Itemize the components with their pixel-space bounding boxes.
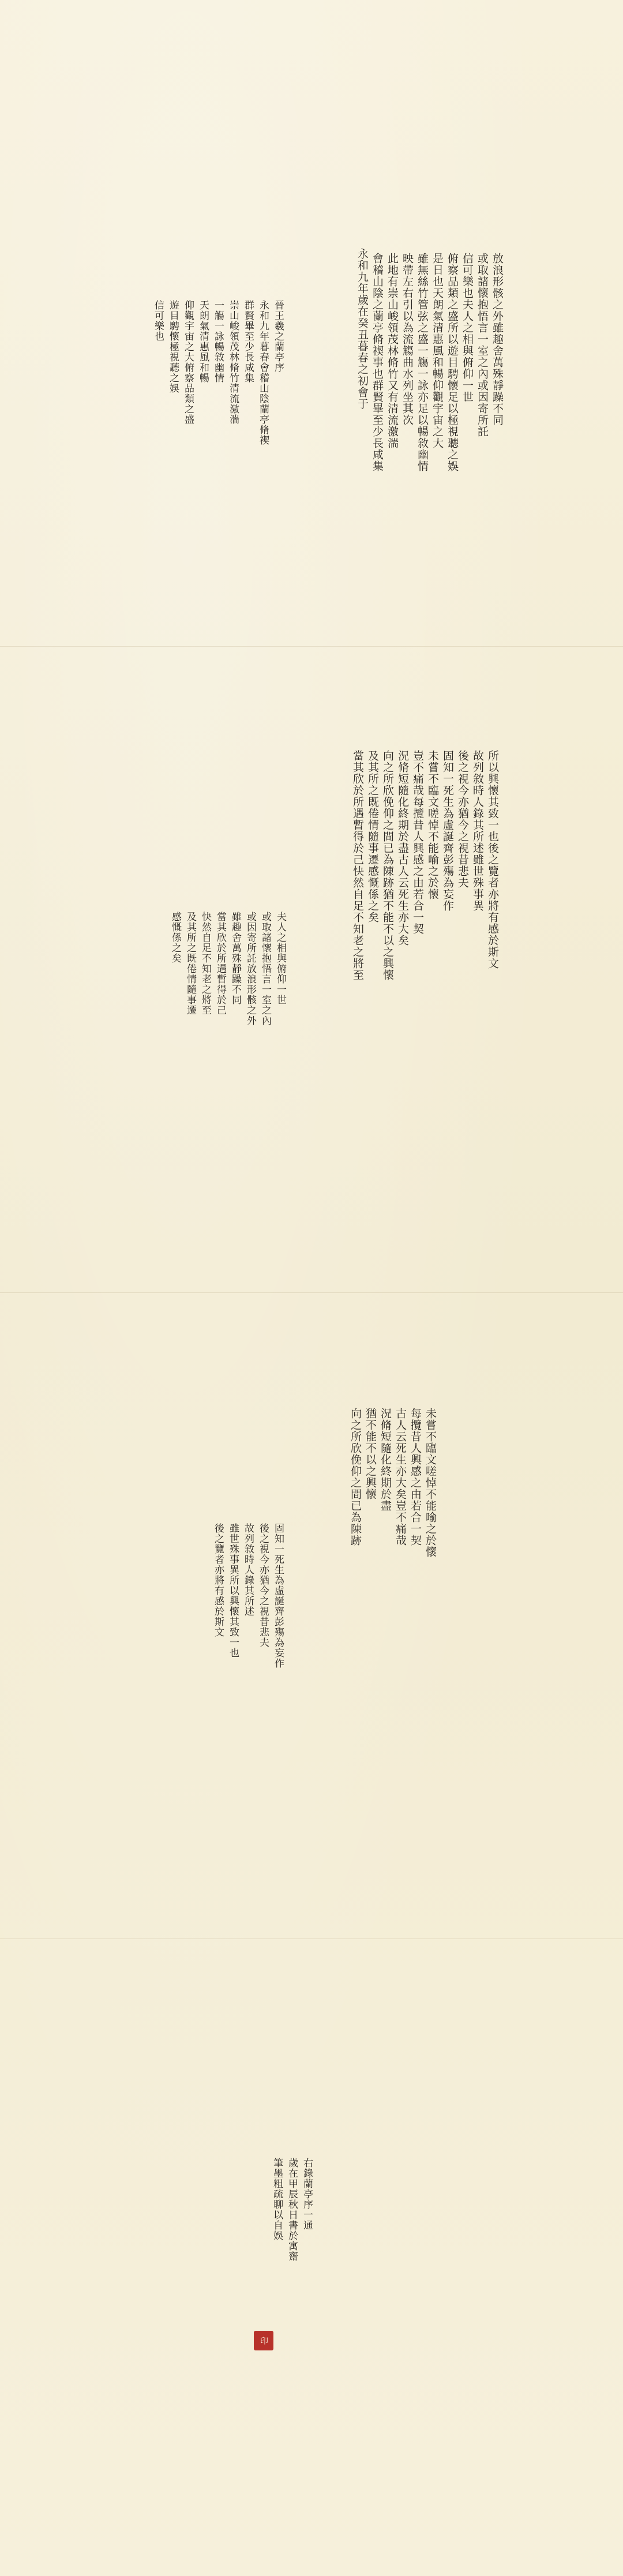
text-column: 群賢畢至少長咸集 (242, 300, 254, 383)
text-column: 放浪形骸之外雖趣舍萬殊靜躁不同 (491, 253, 504, 426)
text-column: 天朗氣清惠風和暢 (197, 300, 209, 383)
text-column: 固知一死生為虛誕齊彭殤為妄作 (272, 1523, 284, 1668)
text-column: 況脩短隨化終期於盡 (379, 1408, 392, 1512)
text-column: 筆墨粗疏聊以自娛 (271, 2158, 283, 2241)
text-column: 及其所之既倦情隨事遷感慨係之矣 (366, 750, 379, 923)
text-column: 此地有崇山峻領茂林脩竹又有清流激湍 (386, 253, 399, 449)
text-column: 故列敘時人錄其所述 (242, 1523, 254, 1617)
sheet-divider (0, 646, 623, 647)
text-column: 信可樂也夫人之相與俯仰一世 (461, 253, 474, 403)
text-column: 後之視今亦猶今之視昔悲夫 (257, 1523, 269, 1648)
text-column: 猶不能不以之興懷 (364, 1408, 377, 1500)
text-column: 信可樂也 (152, 300, 164, 342)
text-column: 雖趣舍萬殊靜躁不同 (230, 912, 241, 1005)
text-column: 及其所之既倦情隨事遷 (185, 912, 196, 1015)
text-column: 故列敘時人錄其所述雖世殊事異 (471, 750, 484, 912)
text-column: 每攬昔人興感之由若合一契 (409, 1408, 422, 1546)
text-column: 未嘗不臨文嗟悼不能喻之於懷 (426, 750, 439, 900)
text-column: 所以興懷其致一也後之覽者亦將有感於斯文 (486, 750, 499, 969)
sheet-divider (0, 1292, 623, 1293)
text-column: 感慨係之矣 (170, 912, 181, 963)
text-column: 雖無絲竹管弦之盛一觴一詠亦足以暢敘幽情 (416, 253, 429, 472)
text-column: 或因寄所託放浪形骸之外 (245, 912, 256, 1026)
text-column: 當其欣於所遇暫得於己快然自足不知老之將至 (351, 750, 364, 981)
seal-stamp: 印 (254, 2331, 273, 2350)
text-column: 向之所欣俛仰之間已為陳跡猶不能不以之興懷 (381, 750, 394, 981)
text-column: 會稽山陰之蘭亭脩禊事也群賢畢至少長咸集 (371, 253, 384, 472)
text-column: 一觴一詠暢敘幽情 (212, 300, 224, 383)
text-column: 雖世殊事異所以興懷其致一也 (227, 1523, 239, 1658)
text-column: 固知一死生為虛誕齊彭殤為妄作 (441, 750, 454, 912)
text-column: 俯察品類之盛所以遊目騁懷足以極視聽之娛 (446, 253, 459, 472)
text-column: 古人云死生亦大矣豈不痛哉 (394, 1408, 407, 1546)
text-column: 或取諸懷抱悟言一室之內或因寄所託 (476, 253, 489, 437)
text-column: 況脩短隨化終期於盡古人云死生亦大矣 (396, 750, 409, 946)
text-column: 向之所欣俛仰之間已為陳跡 (349, 1408, 362, 1546)
text-column: 映帶左右引以為流觴曲水列坐其次 (401, 253, 414, 426)
text-column: 或取諸懷抱悟言一室之內 (260, 912, 271, 1026)
text-column: 未嘗不臨文嗟悼不能喻之於懷 (424, 1408, 437, 1558)
text-column: 永和九年暮春會稽山陰蘭亭脩禊 (257, 300, 269, 445)
text-column: 崇山峻領茂林脩竹清流激湍 (227, 300, 239, 425)
sheet-divider (0, 1938, 623, 1939)
text-column: 當其欣於所遇暫得於己 (215, 912, 226, 1015)
text-column: 後之覽者亦將有感於斯文 (212, 1523, 224, 1637)
text-column: 永和九年歲在癸丑暮春之初會于 (356, 248, 369, 410)
text-column: 歲在甲辰秋日書於寓齋 (286, 2158, 298, 2262)
text-column: 仰觀宇宙之大俯察品類之盛 (182, 300, 194, 425)
text-column: 是日也天朗氣清惠風和暢仰觀宇宙之大 (431, 253, 444, 449)
text-column: 快然自足不知老之將至 (200, 912, 211, 1015)
text-column: 豈不痛哉每攬昔人興感之由若合一契 (411, 750, 424, 935)
text-column: 後之視今亦猶今之視昔悲夫 (456, 750, 469, 888)
text-column: 右錄蘭亭序一通 (301, 2158, 313, 2230)
text-column: 晉王羲之蘭亭序 (272, 300, 284, 373)
text-column: 遊目騁懷極視聽之娛 (167, 300, 179, 393)
text-column: 夫人之相與俯仰一世 (275, 912, 286, 1005)
